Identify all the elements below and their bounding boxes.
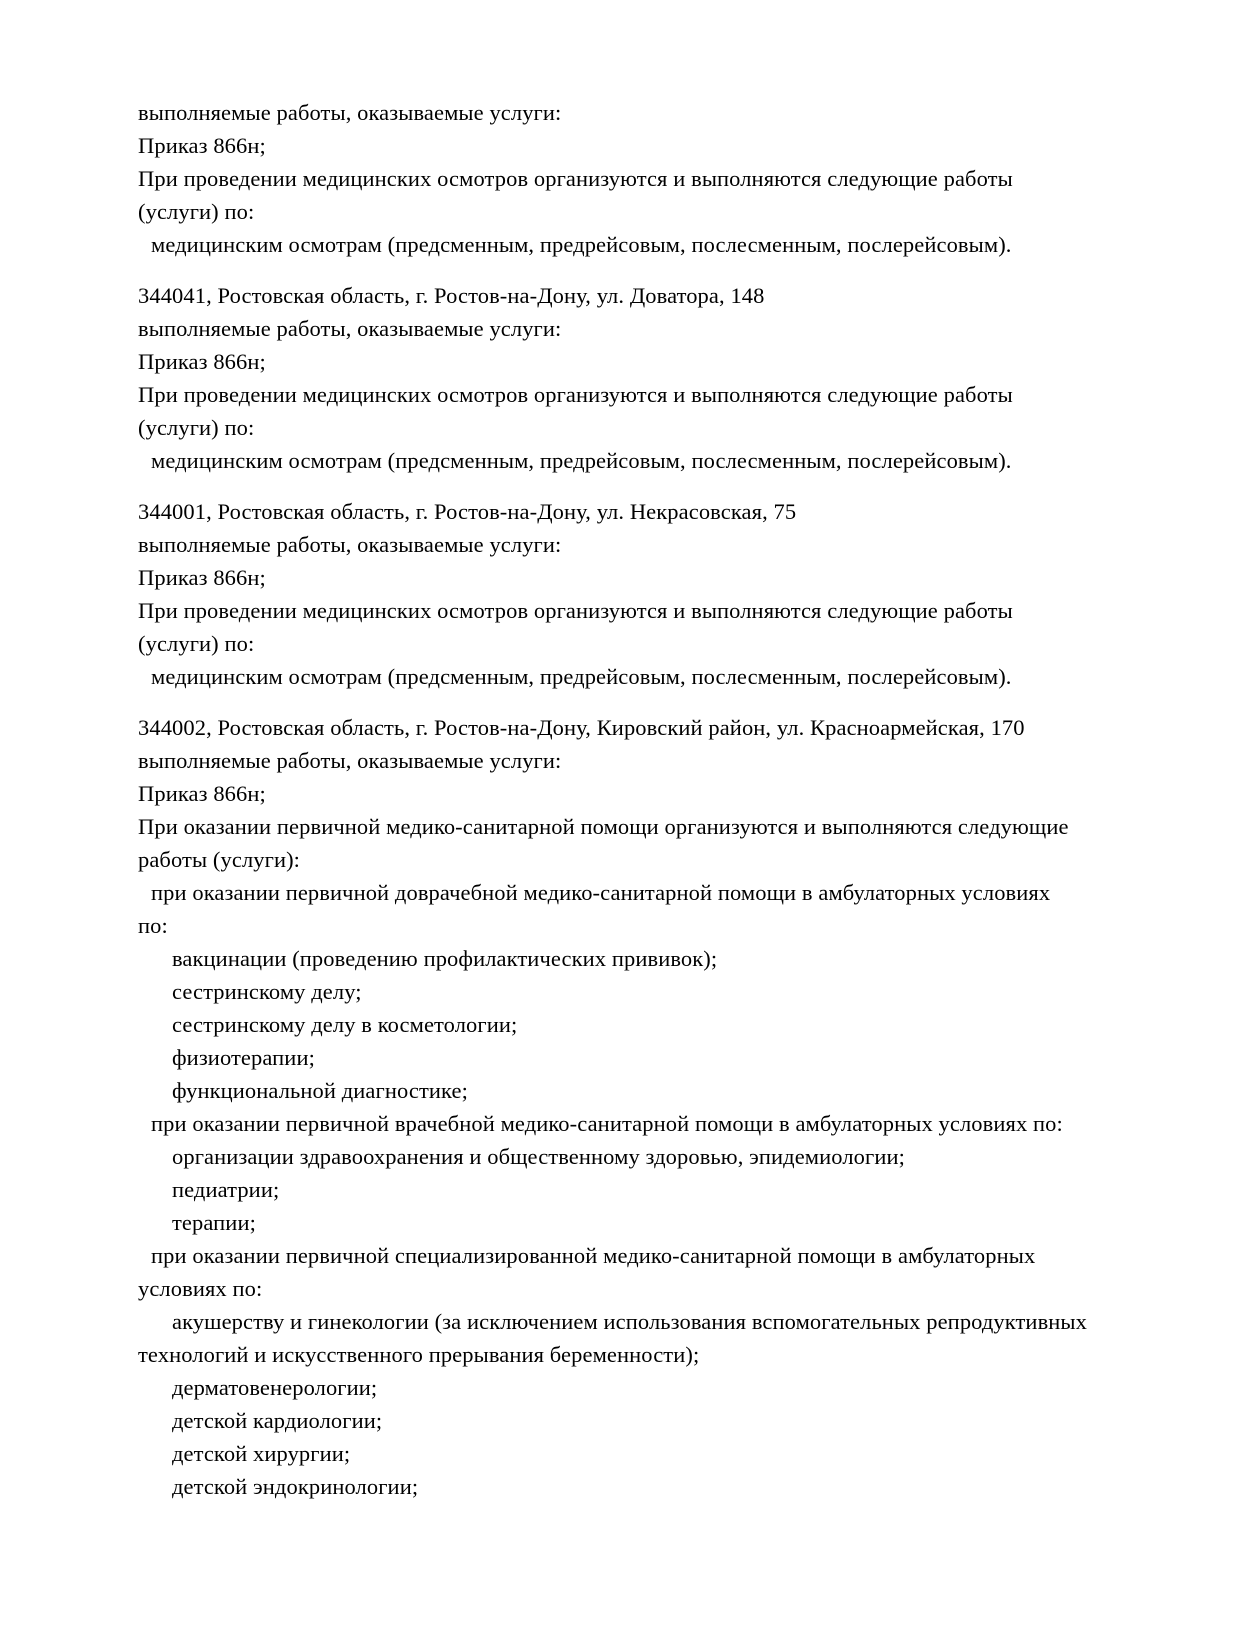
text-line: При проведении медицинских осмотров организуются и выполняются следующие работы [138,166,1013,191]
text-line: при оказании первичной врачебной медико-санитарной помощи в амбулаторных условиях по: [151,1111,1063,1136]
text-line: при оказании первичной доврачебной медико-санитарной помощи в амбулаторных условиях [151,880,1051,905]
text-line: педиатрии; [172,1177,280,1202]
text-line: физиотерапии; [172,1045,315,1070]
text-line: при оказании первичной специализированной медико-санитарной помощи в амбулаторных [151,1243,1036,1268]
text-line: выполняемые работы, оказываемые услуги: [138,748,562,773]
text-line: (услуги) по: [138,631,255,656]
text-line: Приказ 866н; [138,565,266,590]
text-line: 344002, Ростовская область, г. Ростов-на-Дону, Кировский район, ул. Красноармейская, 170 [138,715,1025,740]
text-line: медицинским осмотрам (предсменным, предрейсовым, послесменным, послерейсовым). [151,664,1012,689]
text-line: функциональной диагностике; [172,1078,468,1103]
text-line: При проведении медицинских осмотров организуются и выполняются следующие работы [138,598,1013,623]
text-line: детской кардиологии; [172,1408,383,1433]
text-line: (услуги) по: [138,415,255,440]
section-services-continuation [138,96,1180,261]
text-line: выполняемые работы, оказываемые услуги: [138,532,562,557]
text-line: сестринскому делу в косметологии; [172,1012,518,1037]
text-line: При проведении медицинских осмотров организуются и выполняются следующие работы [138,382,1013,407]
text-line: (услуги) по: [138,199,255,224]
text-line: технологий и искусственного прерывания беременности); [138,1342,700,1367]
section-address-krasnoarmeyskaya-170 [138,711,1180,1503]
text-line: выполняемые работы, оказываемые услуги: [138,316,562,341]
text-line: организации здравоохранения и общественному здоровью, эпидемиологии; [172,1144,905,1169]
text-line: медицинским осмотрам (предсменным, предрейсовым, послесменным, послерейсовым). [151,448,1012,473]
text-line: акушерству и гинекологии (за исключением использования вспомогательных репродуктивных [172,1309,1088,1334]
text-line: 344041, Ростовская область, г. Ростов-на-Дону, ул. Доватора, 148 [138,283,765,308]
text-line: При оказании первичной медико-санитарной помощи организуются и выполняются следующие [138,814,1069,839]
text-line: медицинским осмотрам (предсменным, предрейсовым, послесменным, послерейсовым). [151,232,1012,257]
text-line: выполняемые работы, оказываемые услуги: [138,100,562,125]
text-line: Приказ 866н; [138,133,266,158]
section-address-dovatora-148 [138,279,1180,477]
text-line: 344001, Ростовская область, г. Ростов-на-Дону, ул. Некрасовская, 75 [138,499,797,524]
text-line: детской эндокринологии; [172,1474,419,1499]
text-line: Приказ 866н; [138,781,266,806]
text-line: сестринскому делу; [172,979,362,1004]
text-line: по: [138,913,168,938]
section-address-nekrasovskaya-75 [138,495,1180,693]
text-line: вакцинации (проведению профилактических прививок); [172,946,718,971]
text-line: условиях по: [138,1276,263,1301]
text-line: дерматовенерологии; [172,1375,378,1400]
text-line: терапии; [172,1210,256,1235]
text-line: Приказ 866н; [138,349,266,374]
text-line: детской хирургии; [172,1441,351,1466]
text-line: работы (услуги): [138,847,301,872]
document-body [138,96,1180,1503]
